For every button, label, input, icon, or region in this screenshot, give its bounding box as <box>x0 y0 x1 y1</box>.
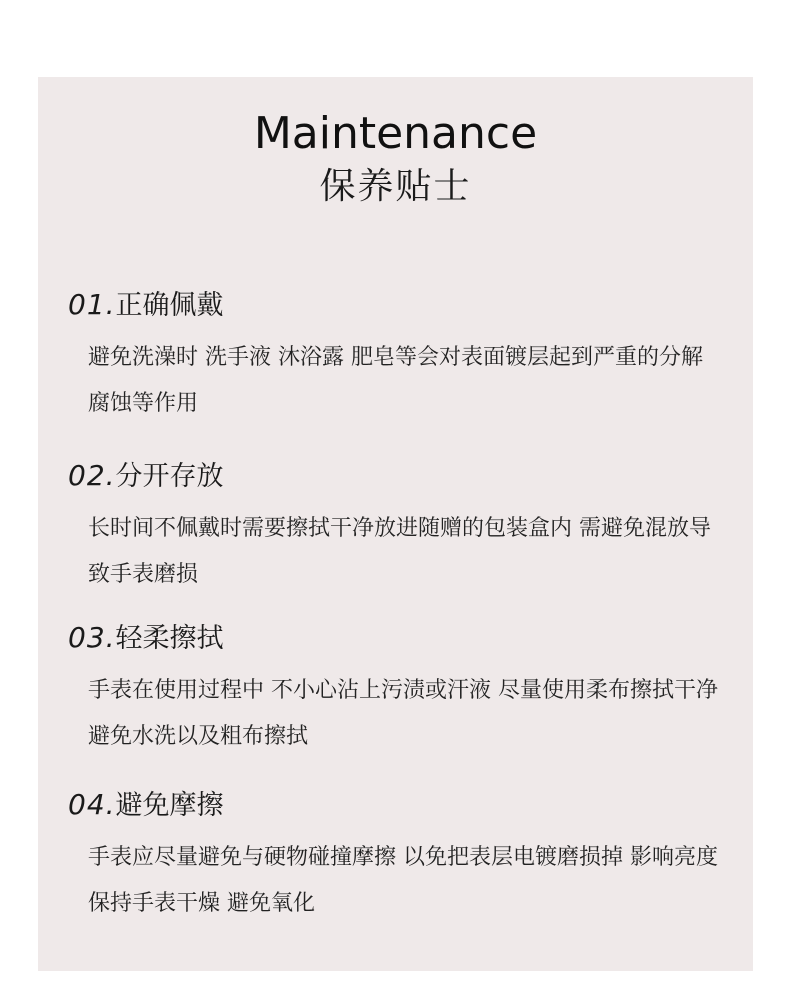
tip-heading <box>68 285 728 325</box>
maintenance-card <box>38 77 753 971</box>
tip-section-4 <box>68 785 728 927</box>
tip-title: 分开存放 <box>115 461 224 492</box>
tip-text: 手表应尽量避免与硬物碰撞摩擦 以免把表层电镀磨损掉 影响亮度 保持手表干燥 避免氧化 <box>88 845 718 916</box>
tip-title: 正确佩戴 <box>115 290 224 321</box>
tip-number: 02. <box>68 459 116 492</box>
page-title: Maintenance <box>253 108 538 159</box>
tip-section-2 <box>68 456 728 598</box>
page-subtitle: 保养贴士 <box>319 166 472 207</box>
tip-section-1 <box>68 285 728 427</box>
tip-text: 避免洗澡时 洗手液 沐浴露 肥皂等会对表面镀层起到严重的分解 腐蚀等作用 <box>88 345 703 416</box>
tip-number: 04. <box>68 788 116 821</box>
tip-number: 03. <box>68 621 116 654</box>
tip-text: 手表在使用过程中 不小心沾上污渍或汗液 尽量使用柔布擦拭干净 避免水洗以及粗布擦拭 <box>88 678 718 749</box>
tip-section-3 <box>68 618 728 760</box>
tip-heading <box>68 456 728 496</box>
tip-text: 长时间不佩戴时需要擦拭干净放进随赠的包装盒内 需避免混放导致手表磨损 <box>88 516 711 587</box>
tip-heading <box>68 785 728 825</box>
tip-title: 轻柔擦拭 <box>115 623 224 654</box>
tip-heading <box>68 618 728 658</box>
tip-number: 01. <box>68 288 116 321</box>
tip-title: 避免摩擦 <box>115 790 224 821</box>
